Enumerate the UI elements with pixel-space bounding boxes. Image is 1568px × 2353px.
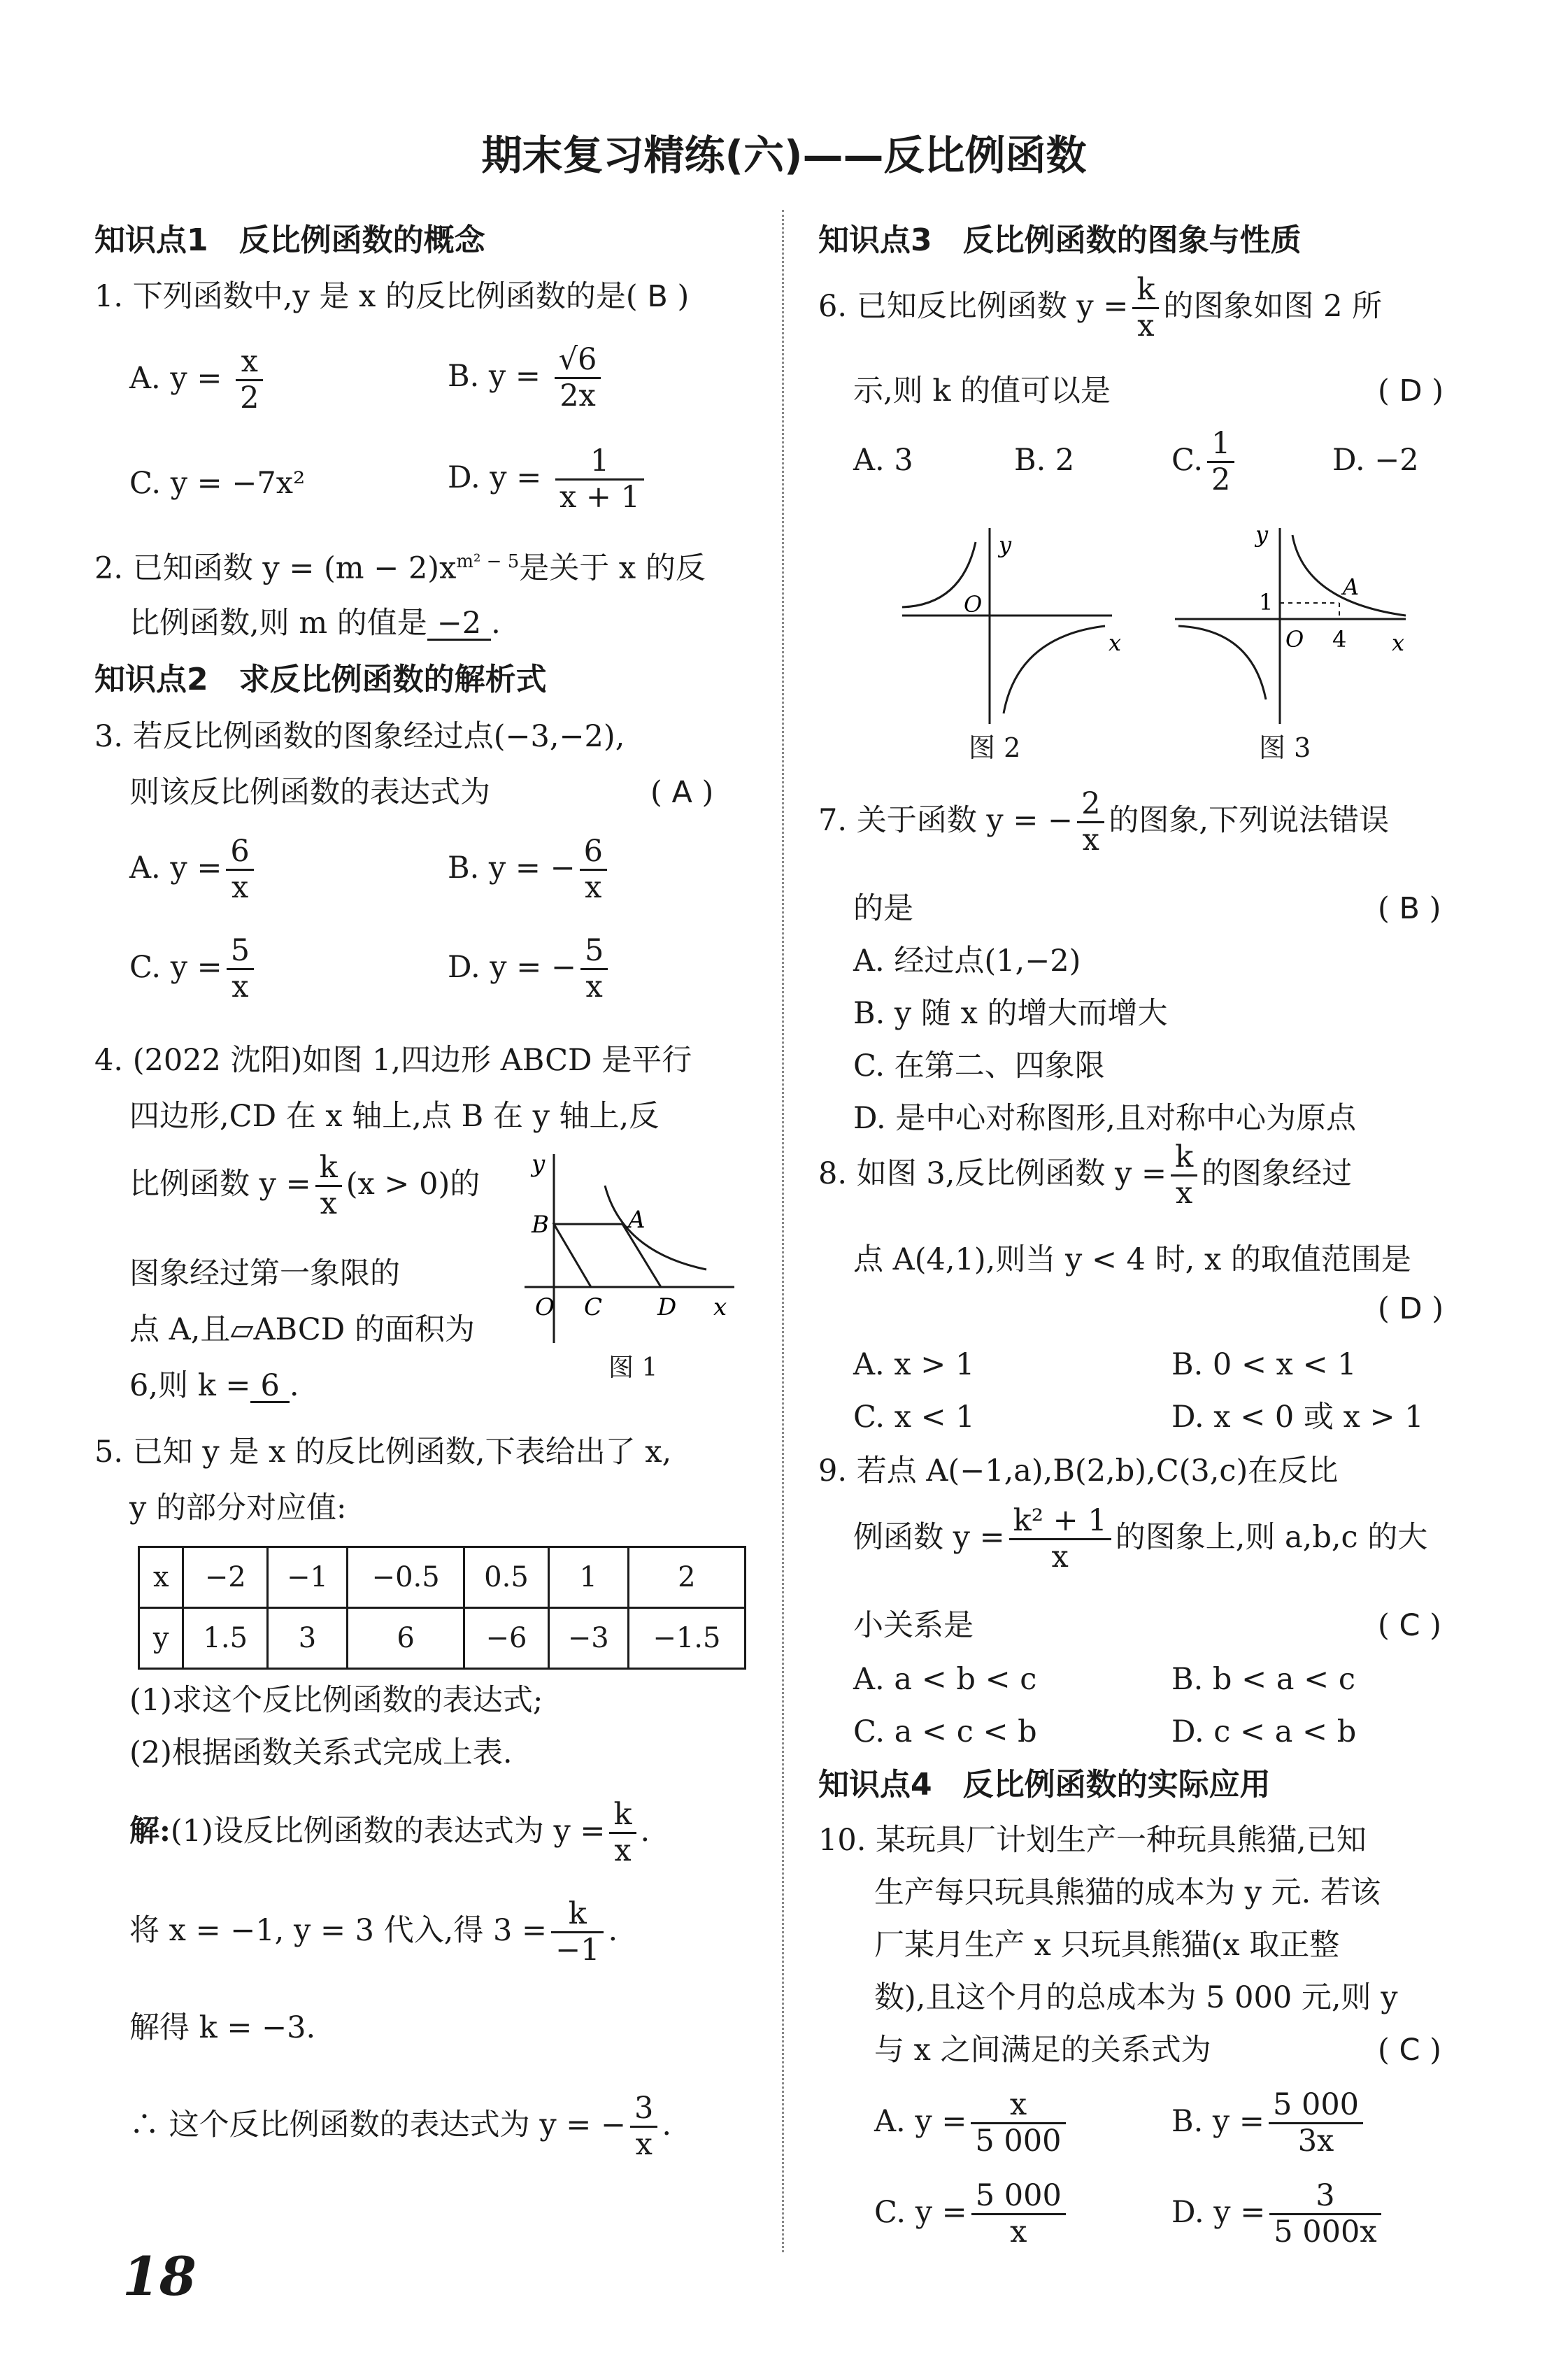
q7-answer-letter: B	[1399, 891, 1420, 926]
q1-stem: 1. 下列函数中,y 是 x 的反比例函数的是( B )	[94, 279, 690, 314]
q4-line4: 图象经过第一象限的	[129, 1256, 400, 1291]
q2-text: 2. 已知函数 y = (m − 2)x	[94, 550, 457, 586]
num: 5 000	[971, 2179, 1066, 2215]
q1-option-a	[129, 345, 267, 416]
label: B. y = −	[448, 850, 576, 886]
fraction	[226, 834, 253, 906]
q2-text-2: 比例函数,则 m 的值是	[129, 606, 427, 641]
q10-line1: 10. 某玩具厂计划生产一种玩具熊猫,已知	[818, 1823, 1367, 1858]
num: k	[609, 1798, 636, 1834]
fraction	[1009, 1504, 1111, 1575]
q3-answer-letter: A	[671, 775, 692, 810]
column-divider	[782, 210, 784, 2252]
fraction	[1077, 787, 1104, 858]
figure-1-caption: 图 1	[608, 1353, 658, 1382]
q2-line2: 比例函数,则 m 的值是 −2 .	[129, 606, 501, 641]
fraction	[1207, 427, 1234, 498]
knowledge-point-3: 知识点3 反比例函数的图象与性质	[818, 222, 1302, 258]
solution-label: 解:	[129, 1813, 171, 1849]
label-x: x	[1109, 630, 1122, 656]
q9-option-d: D. c < a < b	[1171, 1714, 1357, 1749]
fraction	[1171, 1140, 1197, 1211]
fraction	[1269, 2088, 1363, 2159]
q6-text-b: 的图象如图 2 所	[1163, 288, 1383, 324]
q5-solution-2: 将 x = −1, y = 3 代入,得 3 = $\frac{k}{-1}$ .	[129, 1896, 618, 1968]
cell: −0.5	[348, 1547, 464, 1608]
num: k	[551, 1897, 604, 1933]
q6-answer-letter: D	[1399, 374, 1423, 408]
den: 3x	[1297, 2124, 1334, 2159]
q5-sub1: (1)求这个反比例函数的表达式;	[129, 1683, 543, 1718]
q8-text: 8. 如图 3,反比例函数 y =	[818, 1156, 1167, 1191]
figure-2	[895, 525, 1133, 727]
num: 3	[630, 2091, 657, 2128]
q5-sub2: (2)根据函数关系式完成上表.	[129, 1735, 513, 1770]
num: k	[1132, 273, 1159, 309]
sol1-text: (1)设反比例函数的表达式为 y =	[170, 1813, 606, 1849]
q2-line1	[94, 550, 706, 586]
q5-solution-4: ∴ 这个反比例函数的表达式为 y = − $\frac{3}{x}$ .	[129, 2091, 672, 2163]
cell: 3	[267, 1608, 347, 1669]
cell: y	[139, 1608, 183, 1669]
q9-text-b: 的图象上,则 a,b,c 的大	[1115, 1519, 1428, 1555]
q7-line2: 的是	[853, 891, 913, 926]
knowledge-point-1: 知识点1 反比例函数的概念	[94, 222, 485, 258]
q1-option-d	[448, 444, 648, 516]
den: x	[231, 870, 249, 906]
num: 6	[226, 834, 253, 871]
label: C. y =	[874, 2194, 967, 2230]
q5-line1: 5. 已知 y 是 x 的反比例函数,下表给出了 x,	[94, 1435, 672, 1470]
fraction	[580, 934, 608, 1005]
q8-option-b: B. 0 < x < 1	[1171, 1347, 1357, 1382]
q8-answer: ( D )	[1378, 1291, 1444, 1326]
fraction	[236, 345, 263, 416]
q7-answer: ( B )	[1378, 891, 1441, 926]
sol2-text: 将 x = −1, y = 3 代入,得 3 =	[129, 1912, 548, 1948]
den: x	[1082, 823, 1099, 858]
cell: 1.5	[183, 1608, 268, 1669]
q6-option-d: D. −2	[1332, 443, 1419, 478]
num: 1	[1207, 427, 1234, 463]
fraction	[580, 834, 607, 906]
num: k	[315, 1151, 342, 1187]
q2-exponent: m² − 5	[456, 551, 520, 572]
figure-3-caption: 图 3	[1259, 732, 1311, 763]
knowledge-point-2: 知识点2 求反比例函数的解析式	[94, 662, 547, 697]
q2-text-b: 是关于 x 的反	[519, 550, 706, 586]
q4-text-6: 6,则 k =	[129, 1368, 251, 1403]
den: x	[1137, 308, 1155, 344]
sol4-text: ∴ 这个反比例函数的表达式为 y = −	[129, 2107, 627, 2142]
q10-option-d	[1171, 2179, 1385, 2250]
num: k² + 1	[1009, 1504, 1111, 1540]
q8-option-a: A. x > 1	[853, 1347, 975, 1382]
cell: −2	[183, 1547, 268, 1608]
q3-option-c	[129, 934, 258, 1005]
q1-option-c: C. y = −7x²	[129, 466, 306, 501]
q9-option-a: A. a < b < c	[853, 1662, 1037, 1697]
q1-d-label: D. y =	[448, 460, 542, 495]
label-y: y	[1255, 525, 1269, 548]
num: 5 000	[1269, 2088, 1363, 2124]
knowledge-point-4: 知识点4 反比例函数的实际应用	[818, 1767, 1271, 1803]
q3-line2: 则该反比例函数的表达式为	[129, 775, 490, 810]
q1-answer: B	[647, 279, 668, 314]
label-a: A	[1343, 574, 1360, 600]
cell: 2	[628, 1547, 745, 1608]
den: −1	[555, 1933, 600, 1968]
q9-answer-letter: C	[1399, 1608, 1420, 1643]
q9-line1: 9. 若点 A(−1,a),B(2,b),C(3,c)在反比	[818, 1453, 1339, 1488]
cell: −1	[267, 1547, 347, 1608]
q4-line5: 点 A,且▱ABCD 的面积为	[129, 1312, 475, 1347]
den: x + 1	[559, 480, 640, 516]
num: x	[971, 2088, 1065, 2124]
fraction	[555, 343, 601, 414]
q8-text-b: 的图象经过	[1202, 1156, 1353, 1191]
q10-line5: 与 x 之间满足的关系式为	[874, 2033, 1211, 2068]
cell: −6	[464, 1608, 549, 1669]
q4-line1: 4. (2022 沈阳)如图 1,四边形 ABCD 是平行	[94, 1043, 692, 1078]
q5-solution-3: 解得 k = −3.	[129, 2010, 316, 2045]
hyperbola-curve	[605, 1186, 706, 1270]
num: 3	[1269, 2179, 1381, 2215]
num: 2	[1077, 787, 1104, 823]
q3-option-a	[129, 834, 258, 906]
label-x: x	[1392, 630, 1405, 656]
q7-option-a: A. 经过点(1,−2)	[853, 944, 1081, 979]
label: D. y =	[1171, 2194, 1266, 2230]
cell: x	[139, 1547, 183, 1608]
q1-text: 1. 下列函数中,y 是 x 的反比例函数的是(	[94, 279, 638, 314]
q7-text: 7. 关于函数 y = −	[818, 802, 1074, 838]
label-c: C	[584, 1293, 603, 1321]
cell: −1.5	[628, 1608, 745, 1669]
fraction	[630, 2091, 657, 2163]
q3-option-d	[448, 934, 612, 1005]
fraction	[551, 1897, 604, 1968]
label-o: O	[1285, 626, 1304, 653]
label: A. y =	[874, 2103, 967, 2139]
q10-option-c	[874, 2179, 1070, 2250]
q10-answer-letter: C	[1399, 2033, 1420, 2068]
q7-option-c: C. 在第二、四象限	[853, 1048, 1105, 1083]
q9-option-b: B. b < a < c	[1171, 1662, 1355, 1697]
q1-b-label: B. y =	[448, 358, 541, 394]
figure-1	[518, 1147, 748, 1350]
q2-answer: −2	[427, 609, 491, 641]
page-number: 18	[122, 2245, 197, 2308]
label-y: y	[999, 532, 1012, 558]
fraction	[1269, 2179, 1381, 2250]
table-row	[139, 1547, 746, 1608]
label: B. y =	[1171, 2103, 1264, 2139]
den: x	[585, 969, 603, 1005]
label-y: y	[532, 1150, 546, 1178]
den: 2	[1211, 462, 1231, 498]
num: 1	[555, 444, 644, 481]
den: x	[1010, 2215, 1027, 2250]
q10-line4: 数),且这个月的总成本为 5 000 元,则 y	[874, 1980, 1398, 2015]
fraction	[1132, 273, 1159, 344]
q6-line2: 示,则 k 的值可以是	[853, 374, 1111, 408]
label-x: x	[713, 1293, 727, 1321]
den: x	[614, 1833, 632, 1869]
table-row	[139, 1608, 746, 1669]
label-b: B	[532, 1211, 549, 1239]
q10-answer: ( C )	[1378, 2033, 1441, 2068]
q9-option-c: C. a < c < b	[853, 1714, 1037, 1749]
fraction	[609, 1798, 636, 1869]
q1-option-b	[448, 343, 605, 414]
q6-text: 6. 已知反比例函数 y =	[818, 288, 1129, 324]
fraction	[971, 2179, 1066, 2250]
q5-table	[138, 1546, 746, 1670]
q6-option-c	[1171, 427, 1239, 498]
q1-a-label: A. y =	[129, 360, 222, 396]
q7-line1	[818, 787, 1389, 858]
q3-option-b	[448, 834, 611, 906]
cell: 6	[348, 1608, 464, 1669]
q10-line2: 生产每只玩具熊猫的成本为 y 元. 若该	[874, 1875, 1381, 1910]
q9-text: 例函数 y =	[853, 1519, 1005, 1555]
q10-option-b	[1171, 2088, 1367, 2159]
den: x	[585, 870, 602, 906]
label: D. y = −	[448, 949, 576, 985]
fraction	[555, 444, 644, 516]
label-o: O	[535, 1293, 555, 1321]
num: 5	[227, 934, 254, 970]
q6-option-a: A. 3	[853, 443, 913, 478]
label-1: 1	[1259, 589, 1274, 616]
q8-answer-letter: D	[1399, 1291, 1423, 1326]
den: x	[231, 969, 249, 1005]
page-title: 期末复习精练(六)——反比例函数	[481, 131, 1087, 179]
den: x	[1175, 1176, 1193, 1211]
num: x	[236, 345, 263, 381]
q3-line1: 3. 若反比例函数的图象经过点(−3,−2),	[94, 719, 625, 754]
q10-line3: 厂某月生产 x 只玩具熊猫(x 取正整	[874, 1928, 1340, 1963]
q6-option-b: B. 2	[1014, 443, 1075, 478]
den: x	[320, 1186, 337, 1222]
q4-line6: 6,则 k = 6 .	[129, 1368, 299, 1403]
label-4: 4	[1332, 626, 1347, 653]
fraction	[971, 2088, 1065, 2159]
den: 5 000x	[1274, 2215, 1377, 2250]
label: A. y =	[129, 850, 222, 886]
q7-text-b: 的图象,下列说法错误	[1109, 802, 1390, 838]
figure-2-caption: 图 2	[969, 732, 1021, 763]
q4-text-b: (x > 0)的	[345, 1166, 480, 1202]
den: 2	[240, 381, 259, 416]
q5-line2: y 的部分对应值:	[129, 1491, 347, 1526]
label: C. y =	[129, 949, 222, 985]
num: k	[1171, 1140, 1197, 1176]
num: √6	[555, 343, 601, 379]
q8-option-d: D. x < 0 或 x > 1	[1171, 1400, 1424, 1435]
num: 5	[580, 934, 608, 970]
label-a: A	[628, 1206, 646, 1234]
label-o: O	[964, 591, 983, 618]
label-d: D	[657, 1293, 677, 1321]
q5-solution-1: 解:(1)设反比例函数的表达式为 y = $\frac{k}{x}$ .	[129, 1797, 650, 1869]
figure-3	[1168, 525, 1434, 727]
den: 2x	[560, 378, 596, 414]
branch-lower-right	[1004, 626, 1105, 713]
q8-line2: 点 A(4,1),则当 y < 4 时, x 的取值范围是	[853, 1242, 1411, 1277]
q4-text: 比例函数 y =	[129, 1166, 311, 1202]
q6-line1	[818, 273, 1382, 344]
q6-answer: ( D )	[1378, 374, 1444, 408]
q8-option-c: C. x < 1	[853, 1400, 975, 1435]
q4-line3	[129, 1151, 480, 1222]
den: 5 000	[975, 2124, 1062, 2159]
cell: 1	[548, 1547, 628, 1608]
fraction	[227, 934, 254, 1005]
num: 6	[580, 834, 607, 871]
q7-option-d: D. 是中心对称图形,且对称中心为原点	[853, 1101, 1356, 1136]
q4-answer: 6	[250, 1371, 289, 1403]
q9-answer: ( C )	[1378, 1608, 1441, 1643]
q7-option-b: B. y 随 x 的增大而增大	[853, 996, 1168, 1031]
den: x	[1051, 1540, 1069, 1575]
branch-lower-left	[1178, 626, 1266, 699]
cell: 0.5	[464, 1547, 549, 1608]
label: C.	[1171, 442, 1204, 478]
q3-answer: ( A )	[650, 775, 714, 810]
fraction	[315, 1151, 342, 1222]
q10-option-a	[874, 2088, 1070, 2159]
cell: −3	[548, 1608, 628, 1669]
q8-line1	[818, 1140, 1352, 1211]
q9-line3: 小关系是	[853, 1608, 974, 1643]
den: x	[635, 2127, 653, 2163]
q4-line2: 四边形,CD 在 x 轴上,点 B 在 y 轴上,反	[129, 1099, 660, 1134]
q9-line2	[853, 1504, 1427, 1575]
